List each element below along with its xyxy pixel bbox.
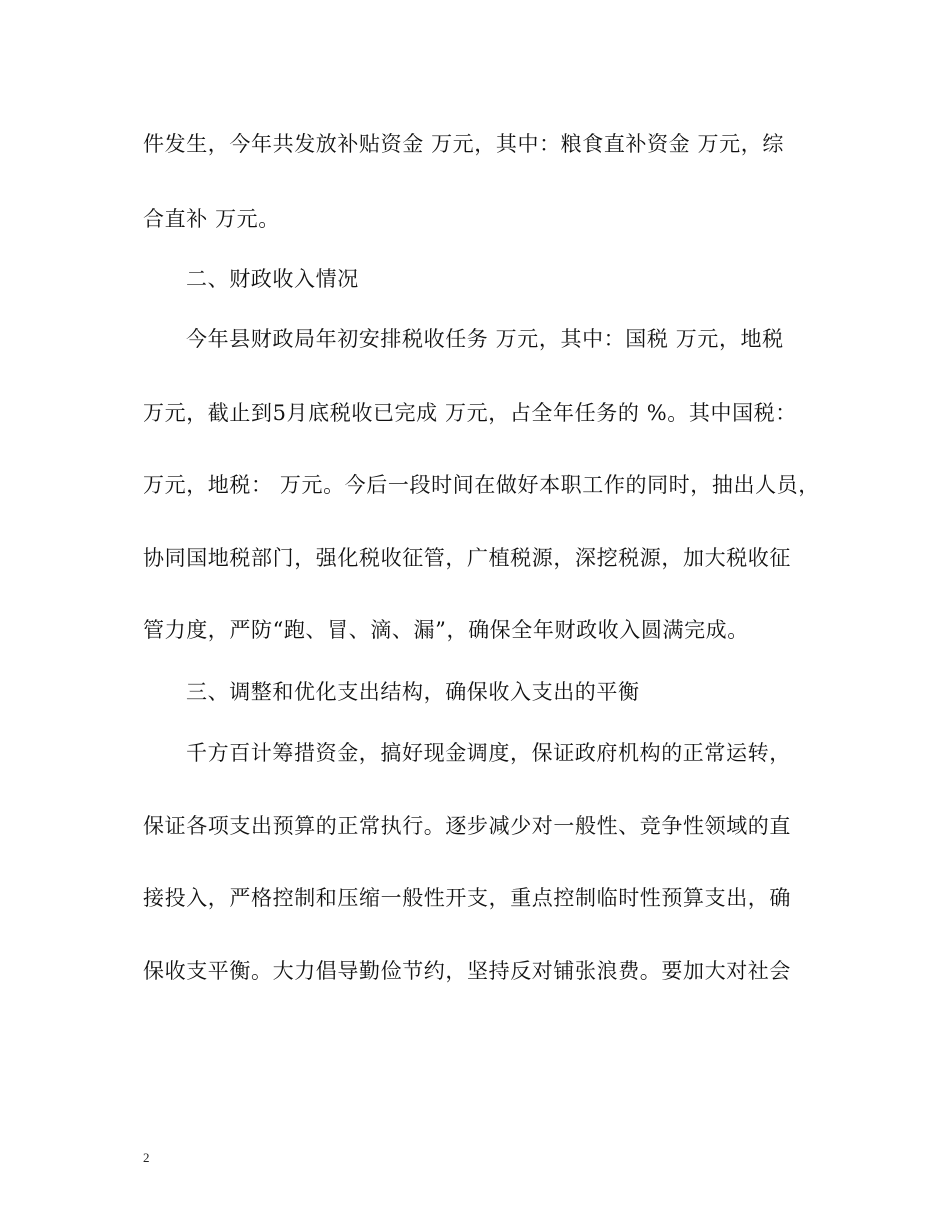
text-line-11: 保证各项支出预算的正常执行。逐步减少对一般性、竞争性领域的直 (143, 814, 791, 838)
text-line-4: 今年县财政局年初安排税收任务 万元，其中：国税 万元，地税 (186, 327, 784, 351)
text-line-6: 万元，地税： 万元。今后一段时间在做好本职工作的同时，抽出人员， (143, 473, 820, 497)
text-line-10: 千方百计筹措资金，搞好现金调度，保证政府机构的正常运转， (186, 741, 791, 765)
text-line-7: 协同国地税部门，强化税收征管，广植税源，深挖税源，加大税收征 (143, 546, 791, 570)
text-line-12: 接投入，严格控制和压缩一般性开支，重点控制临时性预算支出，确 (143, 886, 791, 910)
text-line-1: 件发生，今年共发放补贴资金 万元，其中：粮食直补资金 万元，综 (143, 132, 784, 156)
section-heading-3: 三、调整和优化支出结构，确保收入支出的平衡 (186, 680, 640, 704)
text-line-13: 保收支平衡。大力倡导勤俭节约，坚持反对铺张浪费。要加大对社会 (143, 959, 791, 983)
text-line-5: 万元，截止到5月底税收已完成 万元，占全年任务的 %。其中国税： (143, 401, 797, 425)
section-heading-2: 二、财政收入情况 (186, 267, 359, 291)
text-line-8: 管力度，严防“跑、冒、滴、漏”，确保全年财政收入圆满完成。 (143, 618, 749, 642)
text-line-2: 合直补 万元。 (143, 207, 280, 231)
page-number: 2 (143, 1150, 150, 1165)
